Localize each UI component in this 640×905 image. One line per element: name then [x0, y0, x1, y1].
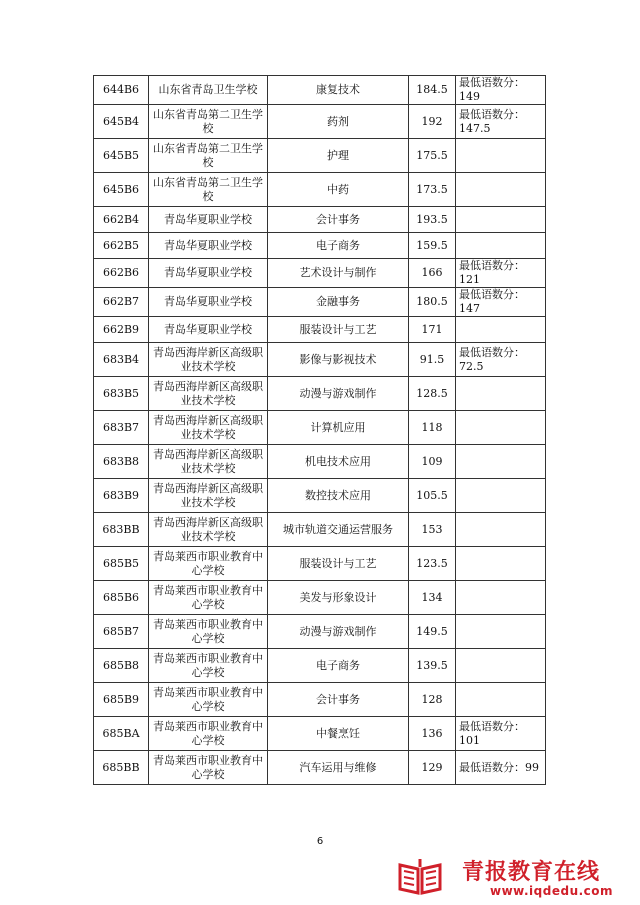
table-row: [94, 479, 546, 513]
table-row: [94, 105, 546, 139]
cell-note: 最低语数分：147.5: [456, 105, 546, 139]
cell-school: 青岛西海岸新区高级职业技术学校: [149, 343, 268, 377]
cell-code: 683B7: [94, 411, 149, 445]
cell-major: 城市轨道交通运营服务: [268, 513, 409, 547]
table-row: [94, 581, 546, 615]
cell-major: 药剂: [268, 105, 409, 139]
cell-major: 服装设计与工艺: [268, 317, 409, 343]
cell-note: [456, 411, 546, 445]
cell-note: [456, 513, 546, 547]
cell-note: [456, 649, 546, 683]
cell-school: 青岛莱西市职业教育中心学校: [149, 717, 268, 751]
cell-major: 数控技术应用: [268, 479, 409, 513]
table-row: [94, 317, 546, 343]
table-row: [94, 513, 546, 547]
admission-score-table: [93, 75, 546, 785]
cell-note: [456, 547, 546, 581]
cell-major: 电子商务: [268, 233, 409, 259]
cell-major: 艺术设计与制作: [268, 259, 409, 288]
cell-school: 青岛西海岸新区高级职业技术学校: [149, 479, 268, 513]
cell-code: 662B5: [94, 233, 149, 259]
cell-score: 180.5: [409, 288, 456, 317]
cell-note: 最低语数分：147: [456, 288, 546, 317]
cell-code: 685B7: [94, 615, 149, 649]
brand-logo: [398, 855, 634, 901]
cell-major: 会计事务: [268, 683, 409, 717]
cell-major: 康复技术: [268, 76, 409, 105]
table-row: [94, 445, 546, 479]
cell-code: 662B6: [94, 259, 149, 288]
cell-major: 影像与影视技术: [268, 343, 409, 377]
cell-school: 青岛西海岸新区高级职业技术学校: [149, 377, 268, 411]
table-row: [94, 411, 546, 445]
cell-major: 金融事务: [268, 288, 409, 317]
table-row: [94, 377, 546, 411]
cell-note: [456, 173, 546, 207]
cell-code: 662B4: [94, 207, 149, 233]
table-row: [94, 173, 546, 207]
cell-score: 118: [409, 411, 456, 445]
cell-code: 683B8: [94, 445, 149, 479]
table-row: [94, 343, 546, 377]
cell-code: 645B5: [94, 139, 149, 173]
cell-school: 青岛华夏职业学校: [149, 233, 268, 259]
cell-major: 服装设计与工艺: [268, 547, 409, 581]
cell-school: 青岛西海岸新区高级职业技术学校: [149, 445, 268, 479]
cell-school: 青岛华夏职业学校: [149, 207, 268, 233]
table-row: [94, 139, 546, 173]
cell-major: 计算机应用: [268, 411, 409, 445]
cell-note: [456, 207, 546, 233]
cell-score: 184.5: [409, 76, 456, 105]
cell-major: 护理: [268, 139, 409, 173]
cell-major: 动漫与游戏制作: [268, 377, 409, 411]
cell-score: 153: [409, 513, 456, 547]
table-row: [94, 76, 546, 105]
cell-code: 685B9: [94, 683, 149, 717]
cell-note: 最低语数分：121: [456, 259, 546, 288]
cell-note: [456, 683, 546, 717]
cell-code: 662B7: [94, 288, 149, 317]
cell-school: 山东省青岛第二卫生学校: [149, 139, 268, 173]
cell-score: 123.5: [409, 547, 456, 581]
table-row: [94, 233, 546, 259]
cell-note: [456, 139, 546, 173]
cell-code: 685B5: [94, 547, 149, 581]
logo-brand-text: 青报教育在线: [462, 860, 601, 885]
cell-score: 134: [409, 581, 456, 615]
cell-score: 175.5: [409, 139, 456, 173]
cell-code: 685B6: [94, 581, 149, 615]
cell-major: 中餐烹饪: [268, 717, 409, 751]
cell-school: 青岛莱西市职业教育中心学校: [149, 649, 268, 683]
table-row: [94, 259, 546, 288]
cell-note: [456, 377, 546, 411]
cell-code: 685BA: [94, 717, 149, 751]
cell-major: 机电技术应用: [268, 445, 409, 479]
cell-note: 最低语数分：149: [456, 76, 546, 105]
cell-code: 683B9: [94, 479, 149, 513]
cell-code: 685B8: [94, 649, 149, 683]
cell-major: 会计事务: [268, 207, 409, 233]
cell-score: 193.5: [409, 207, 456, 233]
cell-school: 青岛华夏职业学校: [149, 288, 268, 317]
cell-note: [456, 445, 546, 479]
cell-code: 644B6: [94, 76, 149, 105]
cell-code: 645B4: [94, 105, 149, 139]
cell-code: 683B4: [94, 343, 149, 377]
cell-school: 青岛华夏职业学校: [149, 259, 268, 288]
cell-score: 149.5: [409, 615, 456, 649]
logo-url-text: www.iqdedu.com: [490, 884, 614, 898]
cell-note: [456, 233, 546, 259]
cell-note: 最低语数分：72.5: [456, 343, 546, 377]
cell-school: 青岛莱西市职业教育中心学校: [149, 547, 268, 581]
cell-score: 192: [409, 105, 456, 139]
table-row: [94, 547, 546, 581]
cell-score: 128.5: [409, 377, 456, 411]
cell-score: 166: [409, 259, 456, 288]
cell-score: 128: [409, 683, 456, 717]
open-book-icon: [398, 857, 442, 897]
cell-major: 动漫与游戏制作: [268, 615, 409, 649]
cell-school: 青岛莱西市职业教育中心学校: [149, 751, 268, 785]
cell-score: 105.5: [409, 479, 456, 513]
cell-school: 山东省青岛第二卫生学校: [149, 105, 268, 139]
cell-school: 山东省青岛卫生学校: [149, 76, 268, 105]
cell-score: 91.5: [409, 343, 456, 377]
cell-note: 最低语数分：99: [456, 751, 546, 785]
cell-note: [456, 479, 546, 513]
cell-score: 109: [409, 445, 456, 479]
cell-score: 171: [409, 317, 456, 343]
cell-code: 683B5: [94, 377, 149, 411]
table-row: [94, 683, 546, 717]
cell-school: 青岛华夏职业学校: [149, 317, 268, 343]
cell-school: 青岛莱西市职业教育中心学校: [149, 581, 268, 615]
cell-major: 电子商务: [268, 649, 409, 683]
cell-note: [456, 615, 546, 649]
cell-code: 685BB: [94, 751, 149, 785]
cell-score: 173.5: [409, 173, 456, 207]
cell-school: 青岛西海岸新区高级职业技术学校: [149, 411, 268, 445]
table-row: [94, 207, 546, 233]
table-row: [94, 751, 546, 785]
cell-code: 645B6: [94, 173, 149, 207]
cell-note: [456, 581, 546, 615]
table-row: [94, 288, 546, 317]
page-number: 6: [316, 836, 324, 847]
cell-major: 美发与形象设计: [268, 581, 409, 615]
cell-code: 683BB: [94, 513, 149, 547]
cell-school: 青岛莱西市职业教育中心学校: [149, 683, 268, 717]
cell-note: 最低语数分：101: [456, 717, 546, 751]
cell-major: 汽车运用与维修: [268, 751, 409, 785]
cell-note: [456, 317, 546, 343]
cell-score: 159.5: [409, 233, 456, 259]
cell-school: 青岛莱西市职业教育中心学校: [149, 615, 268, 649]
table-row: [94, 615, 546, 649]
table-body: [94, 76, 546, 785]
cell-school: 山东省青岛第二卫生学校: [149, 173, 268, 207]
cell-score: 136: [409, 717, 456, 751]
cell-school: 青岛西海岸新区高级职业技术学校: [149, 513, 268, 547]
cell-score: 139.5: [409, 649, 456, 683]
table-row: [94, 649, 546, 683]
cell-code: 662B9: [94, 317, 149, 343]
table-row: [94, 717, 546, 751]
cell-major: 中药: [268, 173, 409, 207]
cell-score: 129: [409, 751, 456, 785]
